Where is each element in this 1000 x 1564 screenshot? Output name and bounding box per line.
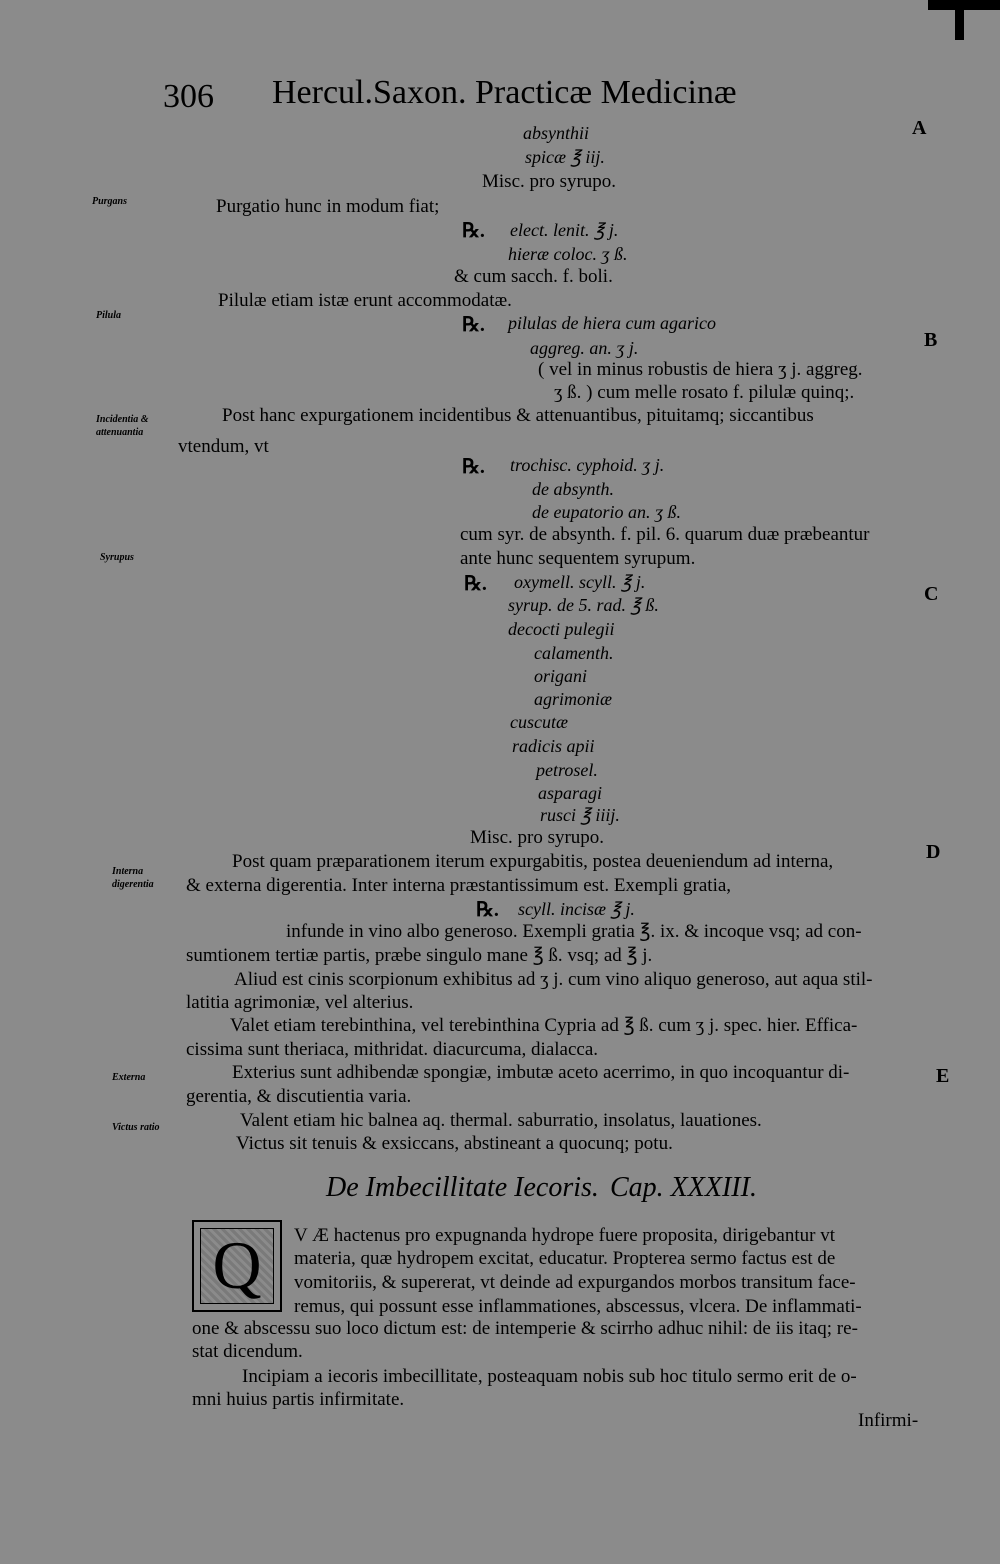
margin-note-syrupus: Syrupus <box>100 552 134 563</box>
line-41: Exterius sunt adhibendæ spongiæ, imbutæ aceto acerrimo, in quo incoquantur di- <box>232 1062 850 1083</box>
line-39: Valet etiam terebinthina, vel terebinthina Cypria ad ℥ ß. cum ʒ j. spec. hier. Effica- <box>230 1015 858 1036</box>
running-title: Hercul.Saxon. Practicæ Medicinæ <box>272 74 737 111</box>
recipe-sign-4: ℞. <box>464 573 487 595</box>
margin-note-purgans: Purgans <box>92 196 128 207</box>
line-11: ( vel in minus robustis de hiera ʒ j. aggreg. <box>538 359 863 380</box>
side-letter-d: D <box>926 841 941 863</box>
line-3: Misc. pro syrupo. <box>482 171 617 192</box>
line-10: aggreg. an. ʒ j. <box>530 338 639 358</box>
line-25: agrimoniæ <box>534 689 613 709</box>
recipe-sign-5: ℞. <box>476 899 499 921</box>
line-28: petrosel. <box>536 760 598 780</box>
chapter-title: De Imbecillitate Iecoris. <box>326 1172 599 1203</box>
line-26: cuscutæ <box>510 712 568 732</box>
line-19: ante hunc sequentem syrupum. <box>460 548 696 569</box>
chapter-line-1: V Æ hactenus pro expugnanda hydrope fuere proposita, dirigebantur vt <box>294 1225 835 1246</box>
chapter-line-3: vomitoriis, & supererat, vt deinde ad expurgandos morbos transitum face- <box>294 1272 856 1293</box>
line-27: radicis apii <box>512 736 595 756</box>
line-7: & cum sacch. f. boli. <box>454 266 613 287</box>
line-44: Victus sit tenuis & exsiccans, abstineant a quocunq; potu. <box>236 1133 673 1154</box>
line-2: spicæ ℥ iij. <box>525 147 605 167</box>
recipe-sign-1: ℞. <box>462 220 485 242</box>
line-12: ʒ ß. ) cum melle rosato f. pilulæ quinq;. <box>554 382 855 403</box>
line-6: hieræ coloc. ʒ ß. <box>508 244 628 264</box>
line-42: gerentia, & discutientia varia. <box>186 1086 412 1107</box>
chapter-line-7: Incipiam a iecoris imbecillitate, posteaquam nobis sub hoc titulo sermo erit de o- <box>242 1366 857 1387</box>
side-letter-c: C <box>924 583 939 605</box>
line-20: oxymell. scyll. ℥ j. <box>514 572 646 592</box>
line-8: Pilulæ etiam istæ erunt accommodatæ. <box>218 290 512 311</box>
line-34: scyll. incisæ ℥ j. <box>518 899 635 919</box>
chapter-line-5: one & abscessu suo loco dictum est: de intemperie & scirrho adhuc nihil: de iis itaq; re- <box>192 1318 858 1339</box>
line-37: Aliud est cinis scorpionum exhibitus ad ʒ j. cum vino aliquo generoso, aut aqua stil- <box>234 969 873 990</box>
line-13: Post hanc expurgationem incidentibus & attenuantibus, pituitamq; siccantibus <box>222 405 814 426</box>
margin-note-victus: Victus ratio <box>112 1122 160 1133</box>
line-36: sumtionem tertiæ partis, præbe singulo mane ℥ ß. vsq; ad ℥ j. <box>186 945 653 966</box>
line-43: Valent etiam hic balnea aq. thermal. saburratio, insolatus, lauationes. <box>240 1110 762 1131</box>
line-16: de absynth. <box>532 479 614 499</box>
chapter-line-6: stat dicendum. <box>192 1341 303 1362</box>
line-5: elect. lenit. ℥ j. <box>510 220 619 240</box>
line-21: syrup. de 5. rad. ℥ ß. <box>508 595 659 615</box>
line-4: Purgatio hunc in modum fiat; <box>216 196 440 217</box>
drop-cap-letter: Q <box>212 1227 262 1303</box>
line-35: infunde in vino albo generoso. Exempli gratia ℥. ix. & incoque vsq; ad con- <box>286 921 862 942</box>
line-17: de eupatorio an. ʒ ß. <box>532 502 681 522</box>
side-letter-e: E <box>936 1065 950 1087</box>
line-1: absynthii <box>523 123 589 143</box>
catchword: Infirmi- <box>858 1410 919 1431</box>
side-letter-a: A <box>912 117 927 139</box>
line-22: decocti pulegii <box>508 619 615 639</box>
corner-mark <box>928 0 1000 10</box>
drop-cap-frame <box>192 1220 282 1312</box>
recipe-sign-3: ℞. <box>462 456 485 478</box>
corner-mark-stem <box>955 0 964 40</box>
line-32: Post quam præparationem iterum expurgabitis, postea deueniendum ad interna, <box>232 851 834 872</box>
line-14: vtendum, vt <box>178 436 269 457</box>
chapter-line-8: mni huius partis infirmitate. <box>192 1389 405 1410</box>
chapter-number: Cap. XXXIII. <box>610 1172 757 1203</box>
line-24: origani <box>534 666 588 686</box>
line-38: latitia agrimoniæ, vel alterius. <box>186 992 414 1013</box>
margin-note-interna: Interna digerentia <box>112 866 154 890</box>
chapter-line-4: remus, qui possunt esse inflammationes, abscessus, vlcera. De inflammati- <box>294 1296 862 1317</box>
margin-note-pilula: Pilula <box>96 310 122 321</box>
recipe-sign-2: ℞. <box>462 314 485 336</box>
chapter-line-2: materia, quæ hydropem excitat, educatur. Propterea sermo factus est de <box>294 1248 836 1269</box>
line-31: Misc. pro syrupo. <box>470 827 605 848</box>
page-number: 306 <box>163 78 214 115</box>
line-33: & externa digerentia. Inter interna præstantissimum est. Exempli gratia, <box>186 875 732 896</box>
margin-note-externa: Externa <box>112 1072 146 1083</box>
side-letter-b: B <box>924 329 938 351</box>
margin-note-incidentia: Incidentia & attenuantia <box>96 414 149 438</box>
line-15: trochisc. cyphoid. ʒ j. <box>510 455 665 475</box>
line-29: asparagi <box>538 783 603 803</box>
line-30: rusci ℥ iiij. <box>540 805 620 825</box>
line-23: calamenth. <box>534 643 614 663</box>
line-9: pilulas de hiera cum agarico <box>508 313 716 333</box>
line-18: cum syr. de absynth. f. pil. 6. quarum duæ præbeantur <box>460 524 870 545</box>
line-40: cissima sunt theriaca, mithridat. diacurcuma, dialacca. <box>186 1039 599 1060</box>
